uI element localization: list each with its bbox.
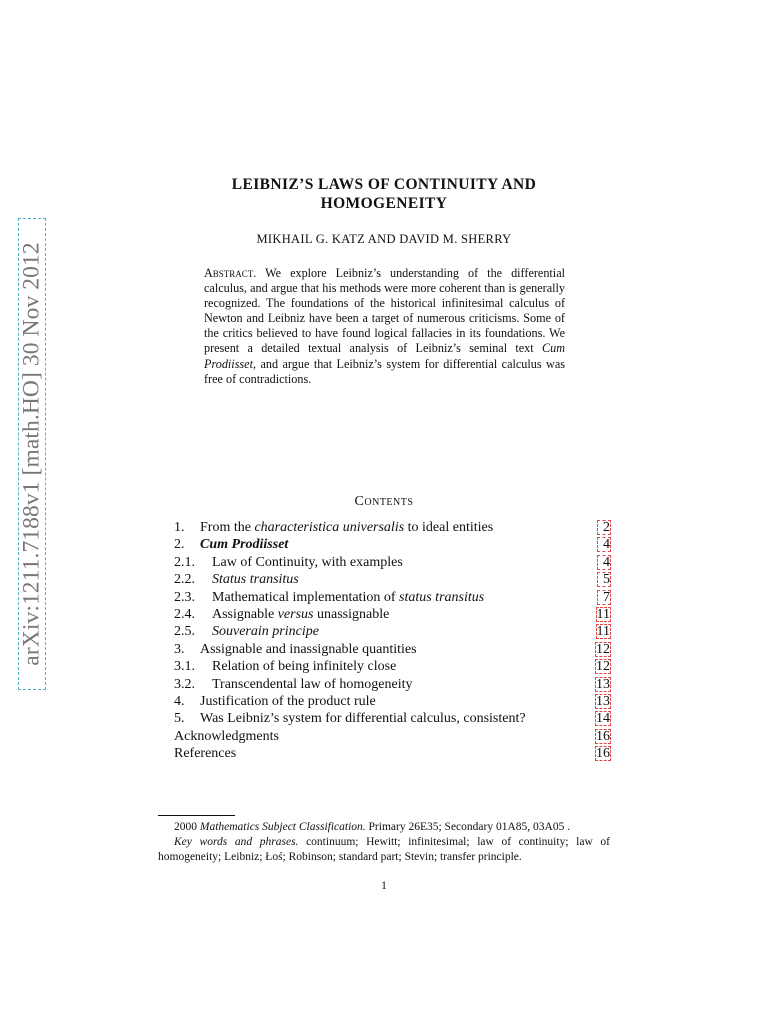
contents-heading: Contents xyxy=(354,494,414,509)
toc-page-link[interactable]: 11 xyxy=(596,624,610,640)
toc-entry-text: From the xyxy=(200,520,255,535)
toc-entry-title xyxy=(174,746,236,762)
toc-entry-number: 3.1. xyxy=(174,659,195,675)
toc-page-link[interactable]: 2 xyxy=(597,520,611,535)
toc-entry-text: status transitus xyxy=(399,589,485,605)
toc-entry-text: Assignable and inassignable quantities xyxy=(200,641,417,657)
toc-entry-number: 1. xyxy=(174,520,185,535)
toc-entry[interactable] xyxy=(174,624,611,641)
toc-entry-text: unassignable xyxy=(313,606,390,622)
toc-entry-text: versus xyxy=(277,606,314,622)
abstract-text-1: We explore Leibniz’s understanding of the differential calculus, and argue that his methods were more coherent than is generally recognized. The foundations of the historical infinitesimal calculus of Newton and Leibniz have been a target of numerous criticisms. Some of the critics believed to have found logical fallacies in its foundations. We present a detailed textual analysis of Leibniz’s seminal text xyxy=(204,266,565,356)
abstract-label: Abstract. xyxy=(204,266,257,280)
toc-entry-title xyxy=(174,659,396,675)
toc-entry-text: Status transitus xyxy=(212,572,299,588)
footnotes xyxy=(158,820,610,864)
toc-entry-title xyxy=(174,729,279,745)
toc-entry-title xyxy=(174,642,417,658)
title-line-1: LEIBNIZ’S LAWS OF CONTINUITY AND xyxy=(231,176,537,193)
toc-entry-number: 2.3. xyxy=(174,589,195,605)
toc-entry-title xyxy=(174,624,319,640)
toc-entry-text: Assignable xyxy=(212,606,278,622)
keywords-footnote xyxy=(158,835,610,865)
page-number: 1 xyxy=(381,880,387,892)
toc-entry[interactable] xyxy=(174,555,611,572)
toc-entry-number: 4. xyxy=(174,693,185,709)
toc-page-link[interactable]: 13 xyxy=(596,693,610,709)
toc-entry-text: characteristica universalis xyxy=(254,520,405,535)
title-line-2: HOMOGENEITY xyxy=(320,195,448,212)
toc-page-link[interactable]: 16 xyxy=(596,728,610,744)
toc-entry[interactable] xyxy=(174,520,611,537)
msc-label: Mathematics Subject Classification. xyxy=(199,821,366,833)
abstract xyxy=(204,266,565,387)
keywords-text: continuum; Hewitt; infinitesimal; law of continuity; law of homogeneity; Leibniz; Łoś; Robinson; standard part; Stevin; transfer principle. xyxy=(158,835,610,863)
toc-entry-title xyxy=(174,520,493,536)
toc-page-link[interactable]: 12 xyxy=(596,641,610,657)
toc-entry-number: 5. xyxy=(174,711,185,727)
toc-entry[interactable] xyxy=(174,642,611,659)
msc-footnote xyxy=(158,820,610,835)
toc-entry-text: to ideal entities xyxy=(404,520,494,535)
toc-entry-number: 3. xyxy=(174,641,185,657)
toc-entry-title xyxy=(174,711,526,727)
arxiv-stamp xyxy=(18,218,46,690)
toc-entry-title xyxy=(174,590,484,606)
toc-entry[interactable] xyxy=(174,694,611,711)
toc-entry-title xyxy=(174,694,376,710)
toc-entry-text: Cum Prodiisset xyxy=(200,537,289,553)
toc-page-link[interactable]: 12 xyxy=(596,659,610,675)
toc-entry-text: Souverain principe xyxy=(212,624,319,640)
toc-entry-text: Relation of being infinitely close xyxy=(212,659,397,675)
toc-entry-title xyxy=(174,607,389,623)
toc-entry[interactable] xyxy=(174,572,611,589)
abstract-text-2: , and argue that Leibniz’s system for differential calculus was free of contradictions. xyxy=(204,356,565,386)
keywords-label: Key words and phrases. xyxy=(174,835,299,848)
toc-entry[interactable] xyxy=(174,711,611,728)
toc-page-link[interactable]: 13 xyxy=(596,676,610,692)
toc-entry-number: 2.2. xyxy=(174,572,195,588)
authors: MIKHAIL G. KATZ AND DAVID M. SHERRY xyxy=(256,232,512,246)
toc-page-link[interactable]: 4 xyxy=(597,537,611,552)
toc-entry-text: Transcendental law of homogeneity xyxy=(212,676,413,692)
toc-entry-number: 2.4. xyxy=(174,606,195,622)
toc-entry-text: Was Leibniz’s system for differential calculus, consistent? xyxy=(200,711,526,727)
arxiv-identifier: arXiv:1211.7188v1 [math.HO] 30 Nov 2012 xyxy=(18,242,45,666)
toc-entry[interactable] xyxy=(174,659,611,676)
msc-text: Primary 26E35; Secondary 01A85, 03A05 . xyxy=(365,821,571,833)
toc-entry-number: 2. xyxy=(174,537,185,553)
toc-page-link[interactable]: 4 xyxy=(597,555,611,570)
table-of-contents xyxy=(174,520,611,763)
toc-page-link[interactable]: 16 xyxy=(596,746,610,762)
abstract-italic-title: Cum Prodiisset xyxy=(204,341,565,371)
toc-entry-title xyxy=(174,555,403,571)
footnote-rule xyxy=(158,815,235,816)
toc-entry-title xyxy=(174,677,413,693)
toc-entry[interactable] xyxy=(174,590,611,607)
toc-entry[interactable] xyxy=(174,746,611,763)
toc-entry-title xyxy=(174,537,288,553)
toc-entry-number: 2.1. xyxy=(174,554,195,570)
toc-entry-number: 2.5. xyxy=(174,624,195,640)
toc-entry-text: Acknowledgments xyxy=(174,728,279,744)
toc-entry-title xyxy=(174,572,299,588)
msc-year: 2000 xyxy=(174,821,200,833)
toc-entry-number: 3.2. xyxy=(174,676,195,692)
toc-entry[interactable] xyxy=(174,677,611,694)
paper-title xyxy=(150,175,618,213)
toc-page-link[interactable]: 7 xyxy=(597,590,611,605)
toc-entry-text: Law of Continuity, with examples xyxy=(212,554,403,570)
toc-entry[interactable] xyxy=(174,729,611,746)
toc-entry-text: References xyxy=(174,746,237,762)
toc-page-link[interactable]: 14 xyxy=(596,711,610,727)
toc-page-link[interactable]: 11 xyxy=(596,606,610,622)
toc-entry-text: Justification of the product rule xyxy=(200,693,376,709)
toc-entry[interactable] xyxy=(174,607,611,624)
toc-entry[interactable] xyxy=(174,537,611,554)
toc-entry-text: Mathematical implementation of xyxy=(212,589,399,605)
toc-page-link[interactable]: 5 xyxy=(597,572,611,587)
